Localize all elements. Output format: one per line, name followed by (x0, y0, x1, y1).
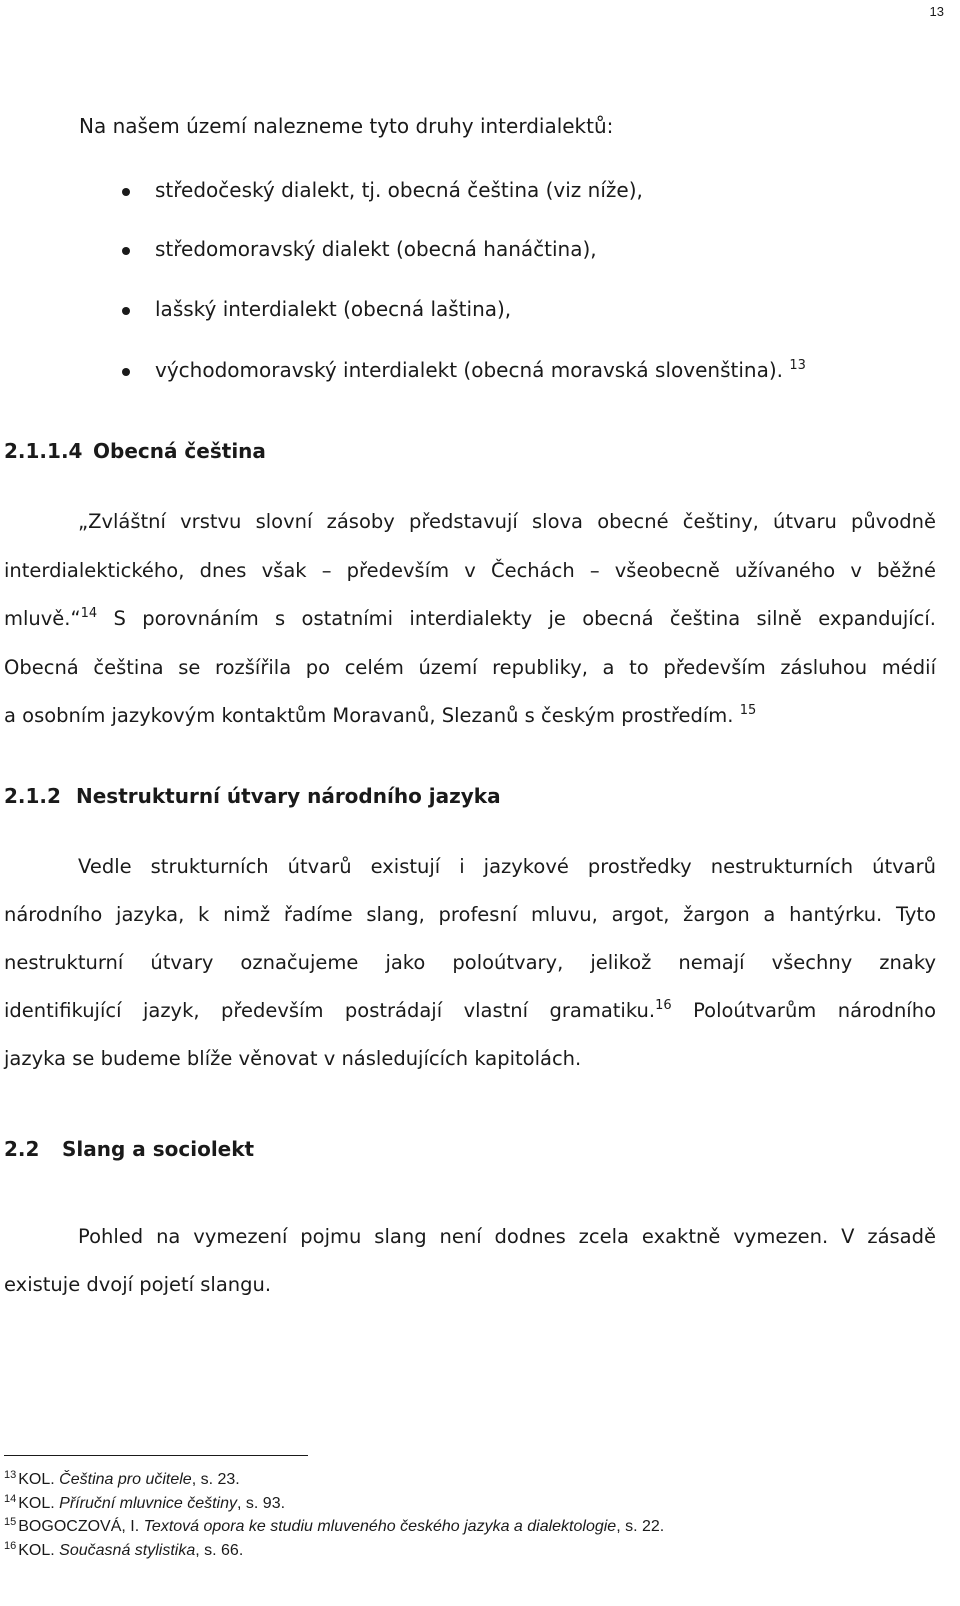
footnote-number: 16 (4, 1539, 17, 1552)
footnote-number: 15 (4, 1516, 17, 1528)
list-item (155, 178, 643, 202)
footnote-separator (4, 1455, 308, 1456)
section-heading-obecna-cestina (4, 439, 266, 463)
footnote-author: KOL. (18, 1541, 55, 1559)
bullet-icon (122, 368, 130, 376)
list-item-text: východomoravský interdialekt (obecná moravská slovenština). (155, 358, 783, 382)
footnote-number: 14 (4, 1492, 17, 1505)
text-line: Vedle strukturních útvarů existují i jazykové prostředky nestrukturních útvarů (78, 855, 936, 878)
footnote-author: BOGOCZOVÁ, I. (18, 1518, 140, 1535)
list-item (155, 358, 806, 382)
bullet-icon (122, 247, 130, 255)
footnote (4, 1539, 664, 1563)
intro-text: Na našem území nalezneme tyto druhy interdialektů: (79, 114, 614, 138)
paragraph-slang (4, 1222, 936, 1318)
footnote (4, 1515, 664, 1539)
text-line: existuje dvojí pojetí slangu. (4, 1273, 272, 1296)
list-item (155, 237, 597, 261)
text-line (4, 996, 936, 1044)
section-heading-slang (4, 1137, 254, 1161)
paragraph-obecna-cestina (4, 507, 936, 750)
text-line: Pohled na vymezení pojmu slang není dodnes zcela exaktně vymezen. V zásadě (78, 1225, 936, 1248)
footnote-ref[interactable]: 16 (655, 998, 672, 1013)
footnote (4, 1468, 664, 1492)
section-title: Slang a sociolekt (62, 1137, 255, 1161)
text-line: interdialektického, dnes však – především v Čechách – všeobecně užívaného v běžné (4, 558, 936, 582)
footnote-page: , s. 93. (237, 1494, 286, 1512)
section-number: 2.2 (4, 1137, 40, 1161)
text-line: nestrukturní útvary označujeme jako poloútvary, jelikož nemají všechny znaky (4, 951, 936, 974)
text-line: „Zvláštní vrstvu slovní zásoby představují slova obecné češtiny, útvaru původně (78, 510, 936, 533)
text-line (4, 604, 936, 653)
section-number: 2.1.1.4 (4, 439, 83, 463)
section-heading-nestrukturni (4, 784, 501, 808)
page-number: 13 (929, 4, 944, 19)
footnote-ref[interactable]: 14 (80, 606, 98, 621)
text-fragment: a osobním jazykovým kontaktům Moravanů, Slezanů s českým prostředím. (4, 704, 734, 727)
footnote-page: , s. 23. (191, 1471, 240, 1488)
footnote-author: KOL. (18, 1494, 55, 1512)
text-fragment: S porovnáním s ostatními interdialekty je obecná čeština silně expandující. (113, 607, 937, 630)
section-title: Nestrukturní útvary národního jazyka (76, 784, 501, 808)
text-line (4, 701, 936, 750)
text-line: jazyka se budeme blíže věnovat v následujících kapitolách. (4, 1047, 582, 1070)
footnote-page: , s. 22. (616, 1518, 665, 1535)
bullet-icon (122, 188, 130, 196)
footnote-number: 13 (4, 1469, 17, 1481)
paragraph-nestrukturni (4, 852, 936, 1092)
footnote-title: Příruční mluvnice češtiny (59, 1494, 238, 1512)
footnote (4, 1492, 664, 1516)
footnote-ref[interactable]: 15 (739, 703, 757, 718)
footnote-title: Čeština pro učitele (59, 1471, 192, 1488)
footnote-title: Současná stylistika (59, 1541, 196, 1559)
bullet-icon (122, 307, 130, 315)
list-item (155, 297, 511, 321)
list-item-text: lašský interdialekt (obecná laština), (155, 297, 512, 321)
footnote-page: , s. 66. (195, 1541, 244, 1559)
text-line: Obecná čeština se rozšířila po celém území republiky, a to především zásluhou médií (4, 655, 936, 679)
text-fragment: identifikující jazyk, především postrádají vlastní gramatiku. (4, 999, 656, 1022)
footnote-title: Textová opora ke studiu mluveného českého jazyka a dialektologie (143, 1518, 617, 1535)
list-item-text: středomoravský dialekt (obecná hanáčtina), (155, 237, 597, 261)
text-line: národního jazyka, k nimž řadíme slang, profesní mluvu, argot, žargon a hantýrku. Tyto (4, 903, 936, 926)
text-fragment: mluvě.“ (4, 607, 81, 630)
text-fragment: Poloútvarům národního (693, 999, 937, 1022)
footnote-ref[interactable]: 13 (789, 358, 806, 373)
footnotes-list (4, 1468, 664, 1562)
section-number: 2.1.2 (4, 784, 61, 808)
list-item-text: středočeský dialekt, tj. obecná čeština (viz níže), (155, 178, 643, 202)
footnote-author: KOL. (18, 1471, 55, 1488)
section-title: Obecná čeština (93, 439, 266, 463)
